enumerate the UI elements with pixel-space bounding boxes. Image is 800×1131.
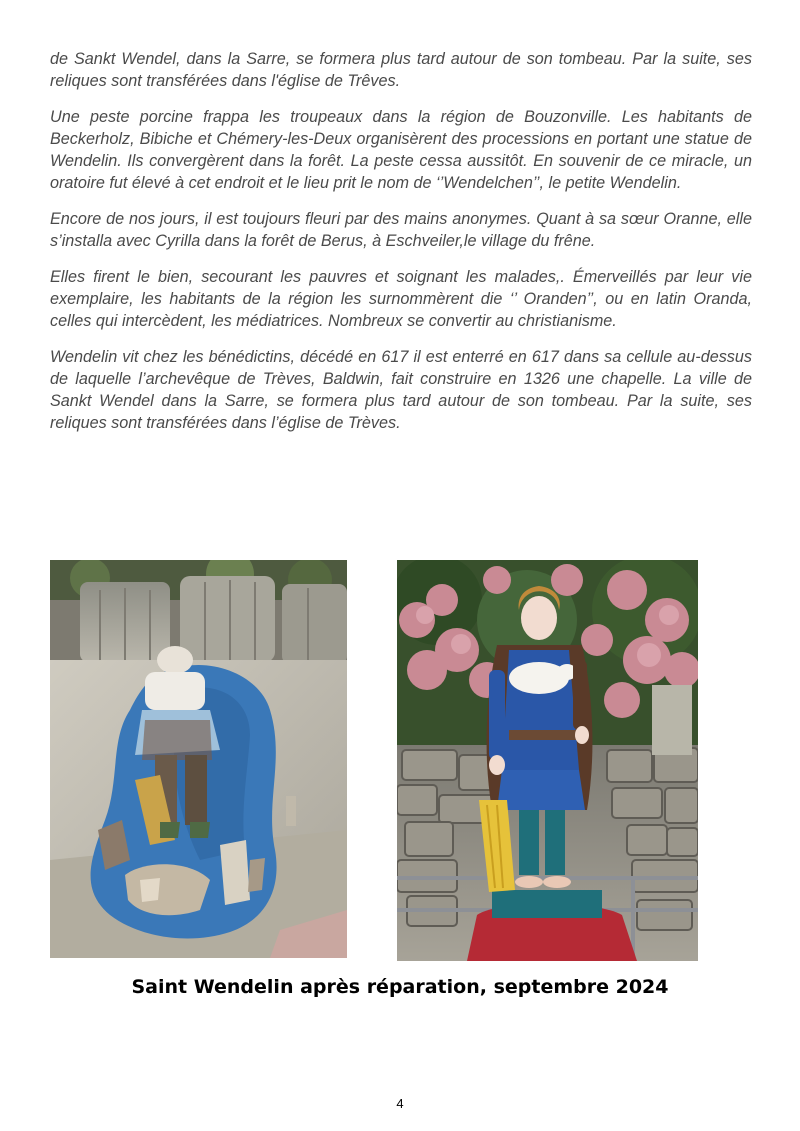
body-text	[50, 48, 752, 448]
photo-statue-before-repair	[50, 560, 347, 958]
page-number: 4	[396, 1096, 404, 1111]
paragraph: Elles firent le bien, secourant les pauvres et soignant les malades,. Émerveillés par leur vie exemplaire, les habitants de la région les surnommèrent die ‘’ Oranden’’, ou en latin Oranda, celles qui intercèdent, les médiatrices. Nombreux se convertir au christianisme.	[50, 268, 752, 330]
photo-caption: Saint Wendelin après réparation, septembre 2024	[131, 976, 669, 998]
paragraph: de Sankt Wendel, dans la Sarre, se formera plus tard autour de son tombeau. Par la suite, ses reliques sont transférées dans l'église de Trêves.	[50, 50, 752, 90]
photo-statue-after-repair	[397, 560, 698, 961]
paragraph: Une peste porcine frappa les troupeaux dans la région de Bouzonville. Les habitants de Beckerholz, Bibiche et Chémery-les-Deux organisèrent des processions en portant une statue de Wendelin. Ils convergèrent dans la forêt. La peste cessa aussitôt. En souvenir de ce miracle, un oratoire fut élevé à cet endroit et le lieu prit le nom de ‘’Wendelchen’’, le petite Wendelin.	[50, 108, 752, 192]
paragraph: Encore de nos jours, il est toujours fleuri par des mains anonymes. Quant à sa sœur Oranne, elle s’installa avec Cyrilla dans la forêt de Berus, à Eschveiler,le village du frêne.	[50, 210, 752, 250]
paragraph: Wendelin vit chez les bénédictins, décédé en 617 il est enterré en 617 dans sa cellule au-dessus de laquelle l’archevêque de Trèves, Baldwin, fait construire en 1326 une chapelle. La ville de Sankt Wendel dans la Sarre, se formera plus tard autour de son tombeau. Par la suite, ses reliques sont transférées dans l’église de Trèves.	[50, 348, 752, 432]
